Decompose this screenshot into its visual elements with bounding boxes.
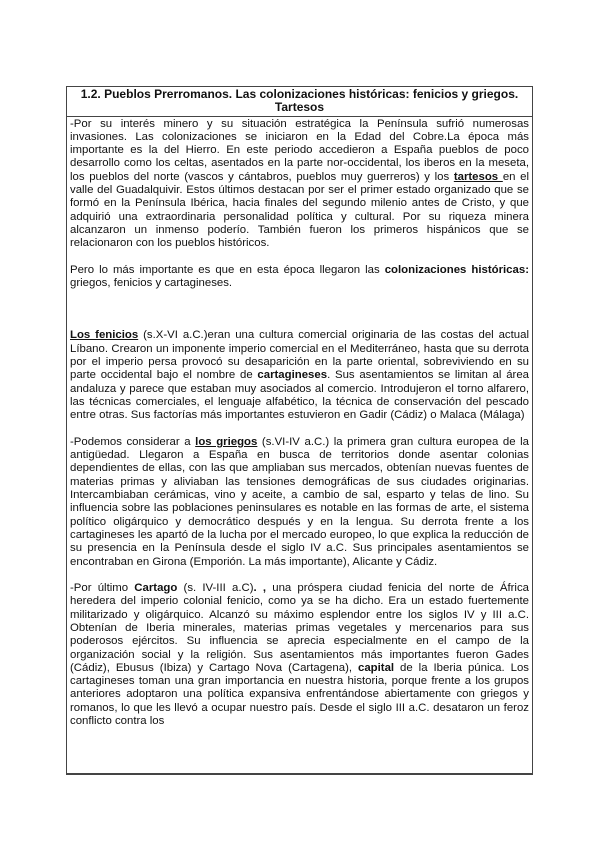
text: una próspera ciudad fenicia del norte de África heredera del imperio colonial fenicio, como ya se ha dicho. Era un estado fuertemente militarizado y oligárquico. Alcanzó su máximo esplendor entre los siglos IV y III a.C. Obtenían de Iberia minerales, materias primas vegetales y mercenarios para sus poderosos ejércitos. Su influencia se aprecia especialmente en el campo de la organización social y la religión. Sus asentamientos más importantes fueron Gades (Cádiz), Ebusus (Ibiza) y Cartago Nova (Cartagena),	[70, 582, 529, 674]
text: de la Iberia púnica. Los cartagineses toman una gran importancia en nuestra historia, porque frente a los grupos anteriores adoptaron una política expansiva enfrentándose abiertamente con griegos y romanos, lo que les llevó a ocupar nuestro país. Desde el siglo III a.C. desataron un feroz conflicto contra los	[70, 661, 529, 728]
text: griegos, fenicios y cartagineses.	[70, 277, 233, 290]
term-cartago: Cartago	[134, 582, 178, 595]
section-body	[67, 117, 532, 729]
paragraph-colonizations	[70, 264, 529, 291]
text: (s.X-VI a.C.)eran una cultura comercial originaria de las costas del actual Líbano. Crearon un imponente imperio comercial en el Mediterráneo, hasta que su derrota por el imperio persa provocó su desaparición en la parte oriental, sobreviviendo en su parte occidental bajo el nombre de	[70, 329, 529, 382]
term-tartesos: tartesos	[453, 170, 503, 183]
paragraph-cartago	[70, 582, 529, 728]
term-colonizaciones: colonizaciones históricas:	[384, 263, 529, 276]
content-table	[66, 86, 533, 775]
text: Pero lo más importante es que en esta época llegaron las	[70, 263, 385, 276]
term-fenicios: Los fenicios	[70, 329, 139, 342]
term-capital: capital	[357, 661, 395, 674]
text: (s.VI-IV a.C.) la primera gran cultura europea de la antigüedad. Llegaron a España en busca de territorios donde asentar colonias dependientes de ellas, con las que ampliaban sus mercados, obtenían nuevas fuentes de materias primas y aliviaban las tensiones demográficas de sus ciudades originarias. Intercambiaban cerámicas, vino y aceite, a cambio de sal, esparto y telas de lino. Su influencia sobre las poblaciones peninsulares es notable en las formas de arte, el sistema político oligárquico y democrático después y en la lengua. Su derrota frente a los cartagineses les apartó de la lucha por el mercado europeo, lo que explica la reducción de su presencia en la Península desde el siglo IV a.C. Sus principales asentamientos se encontraban en Girona (Emporión. La más importante), Alicante y Cádiz.	[70, 435, 530, 568]
term-cartagineses: cartagineses	[257, 369, 328, 382]
text: . Sus asentamientos se limitan al área andaluza y parece que estaban muy asociados al comercio. Introdujeron el torno alfarero, las técnicas comerciales, el lenguaje alfabético, la técnica de conservación del pescado entre otras. Sus factorías más importantes estuvieron en Gadir (Cádiz) o Malaca (Málaga)	[70, 369, 529, 422]
paragraph-griegos	[70, 436, 529, 569]
term-griegos: los griegos	[195, 435, 258, 448]
text: -Por último	[70, 582, 135, 595]
text: en el valle del Guadalquivir. Estos últimos destacan por ser el primer estado organizado que se formó en la Península Ibérica, hacia finales del segundo milenio antes de Cristo, y que adquirió una extraordinaria personalidad política y cultural. Por su riqueza minera alcanzaron un inmenso poderío. También fueron los primeros hispánicos que se relacionaron con los pueblos históricos.	[70, 170, 530, 250]
paragraph-fenicios	[70, 329, 529, 422]
section-title: 1.2. Pueblos Prerromanos. Las colonizaciones históricas: fenicios y griegos. Tartesos	[67, 87, 532, 117]
text: . ,	[253, 582, 267, 595]
text: -Podemos considerar a	[70, 435, 196, 448]
paragraph-intro	[70, 118, 529, 251]
text: -Por su interés minero y su situación estratégica la Península sufrió numerosas invasiones. Las colonizaciones se iniciaron en la Edad del Cobre.La época más importante es la del Hierro. En este periodo accedieron a España pueblos de poco desarrollo como los celtas, asentados en la parte nor-occidental, los iberos en la meseta, los pueblos del norte (vascos y cántabros, pueblos muy guerreros) y los	[70, 117, 529, 183]
text: (s. IV-III a.C)	[177, 582, 254, 595]
